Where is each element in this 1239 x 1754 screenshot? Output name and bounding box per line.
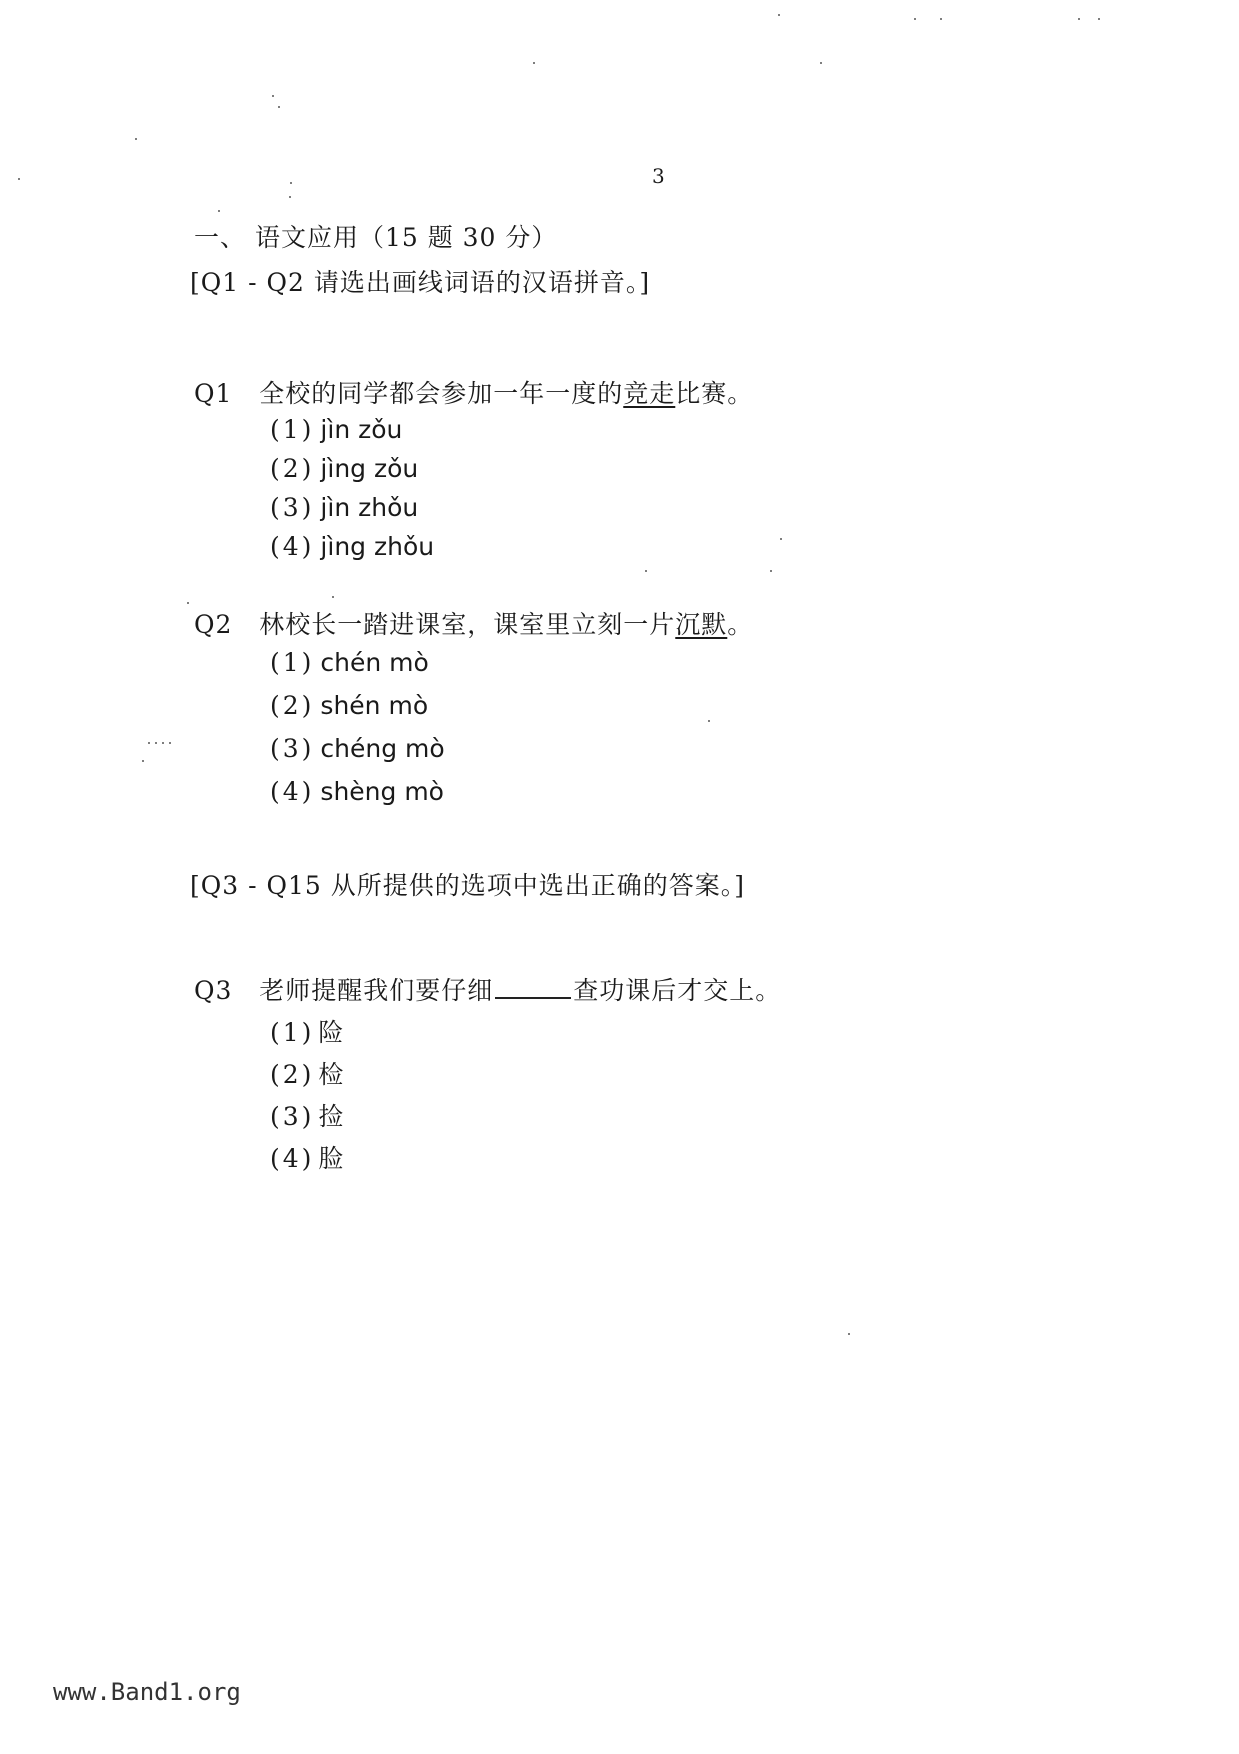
option-q1-2[interactable] bbox=[270, 454, 418, 483]
scan-speck bbox=[289, 196, 291, 198]
option-q3-4[interactable] bbox=[270, 1139, 343, 1175]
question-q2 bbox=[194, 605, 753, 641]
scan-speck bbox=[770, 570, 772, 572]
scan-speck bbox=[187, 602, 189, 604]
option-marker: (2) bbox=[270, 454, 315, 483]
option-marker: (1) bbox=[270, 648, 315, 677]
underlined-word: 沉默 bbox=[675, 610, 728, 639]
scan-speck bbox=[18, 178, 20, 180]
scan-speck bbox=[218, 210, 220, 212]
option-marker: (4) bbox=[270, 532, 315, 561]
scan-speck bbox=[848, 1333, 850, 1335]
scan-speck bbox=[272, 95, 274, 97]
option-q1-3[interactable] bbox=[270, 493, 418, 522]
option-text: jìng zǒu bbox=[320, 454, 419, 483]
option-text: shèng mò bbox=[320, 777, 444, 806]
scan-speck bbox=[1078, 18, 1080, 20]
scan-speck bbox=[332, 596, 334, 598]
option-q1-1[interactable] bbox=[270, 415, 402, 444]
scan-speck bbox=[708, 720, 710, 722]
option-marker: (1) bbox=[270, 415, 315, 444]
option-marker: (4) bbox=[270, 1144, 315, 1173]
option-text: 检 bbox=[318, 1060, 344, 1089]
page-number: 3 bbox=[652, 164, 665, 188]
option-text: jìng zhǒu bbox=[320, 532, 435, 561]
scan-speck bbox=[645, 570, 647, 572]
question-text: 全校的同学都会参加一年一度的 bbox=[259, 379, 624, 408]
question-text: 老师提醒我们要仔细 bbox=[259, 976, 494, 1005]
option-q3-3[interactable] bbox=[270, 1097, 343, 1133]
option-marker: (1) bbox=[270, 1018, 315, 1047]
scan-speck bbox=[533, 62, 535, 64]
option-marker: (3) bbox=[270, 493, 315, 522]
option-text: jìn zǒu bbox=[320, 415, 403, 444]
option-q2-2[interactable] bbox=[270, 691, 428, 720]
question-number: Q3 bbox=[194, 976, 233, 1005]
underlined-word: 竞走 bbox=[623, 379, 676, 408]
scan-speck bbox=[780, 538, 782, 540]
question-text-end: 查功课后才交上。 bbox=[573, 976, 782, 1005]
scan-speck bbox=[135, 138, 137, 140]
option-marker: (4) bbox=[270, 777, 315, 806]
option-marker: (3) bbox=[270, 1102, 315, 1131]
option-text: jìn zhǒu bbox=[320, 493, 419, 522]
instruction-q1-q2: [Q1 - Q2 请选出画线词语的汉语拼音。] bbox=[190, 268, 651, 297]
option-marker: (2) bbox=[270, 1060, 315, 1089]
option-text: chén mò bbox=[320, 648, 429, 677]
question-q1 bbox=[194, 374, 753, 410]
footer-url[interactable]: www.Band1.org bbox=[53, 1678, 241, 1706]
scan-speck bbox=[142, 760, 144, 762]
option-q3-2[interactable] bbox=[270, 1055, 343, 1091]
instruction-q3-q15: [Q3 - Q15 从所提供的选项中选出正确的答案。] bbox=[190, 871, 746, 900]
option-marker: (2) bbox=[270, 691, 315, 720]
option-q2-3[interactable] bbox=[270, 734, 445, 763]
option-text: shén mò bbox=[320, 691, 429, 720]
option-q2-1[interactable] bbox=[270, 648, 429, 677]
scan-speck bbox=[148, 742, 150, 744]
question-q3 bbox=[194, 971, 781, 1007]
answer-blank bbox=[495, 975, 571, 999]
scan-speck bbox=[940, 18, 942, 20]
scan-speck bbox=[169, 742, 171, 744]
question-text-end: 比赛。 bbox=[675, 379, 754, 408]
scan-speck bbox=[278, 106, 280, 108]
option-text: 捡 bbox=[318, 1102, 344, 1131]
question-number: Q1 bbox=[194, 379, 233, 408]
question-number: Q2 bbox=[194, 610, 233, 639]
option-text: 险 bbox=[318, 1018, 344, 1047]
section-header: 一、 语文应用（15 题 30 分） bbox=[194, 223, 558, 252]
option-text: 脸 bbox=[318, 1144, 344, 1173]
question-text-end: 。 bbox=[727, 610, 754, 639]
scan-speck bbox=[778, 14, 780, 16]
option-marker: (3) bbox=[270, 734, 315, 763]
scan-speck bbox=[914, 18, 916, 20]
question-text: 林校长一踏进课室，课室里立刻一片 bbox=[259, 610, 676, 639]
option-q3-1[interactable] bbox=[270, 1013, 343, 1049]
scan-speck bbox=[820, 62, 822, 64]
scan-speck bbox=[1098, 18, 1100, 20]
option-text: chéng mò bbox=[320, 734, 445, 763]
option-q2-4[interactable] bbox=[270, 777, 444, 806]
scan-speck bbox=[290, 182, 292, 184]
scan-speck bbox=[155, 742, 157, 744]
option-q1-4[interactable] bbox=[270, 532, 434, 561]
scan-speck bbox=[162, 742, 164, 744]
